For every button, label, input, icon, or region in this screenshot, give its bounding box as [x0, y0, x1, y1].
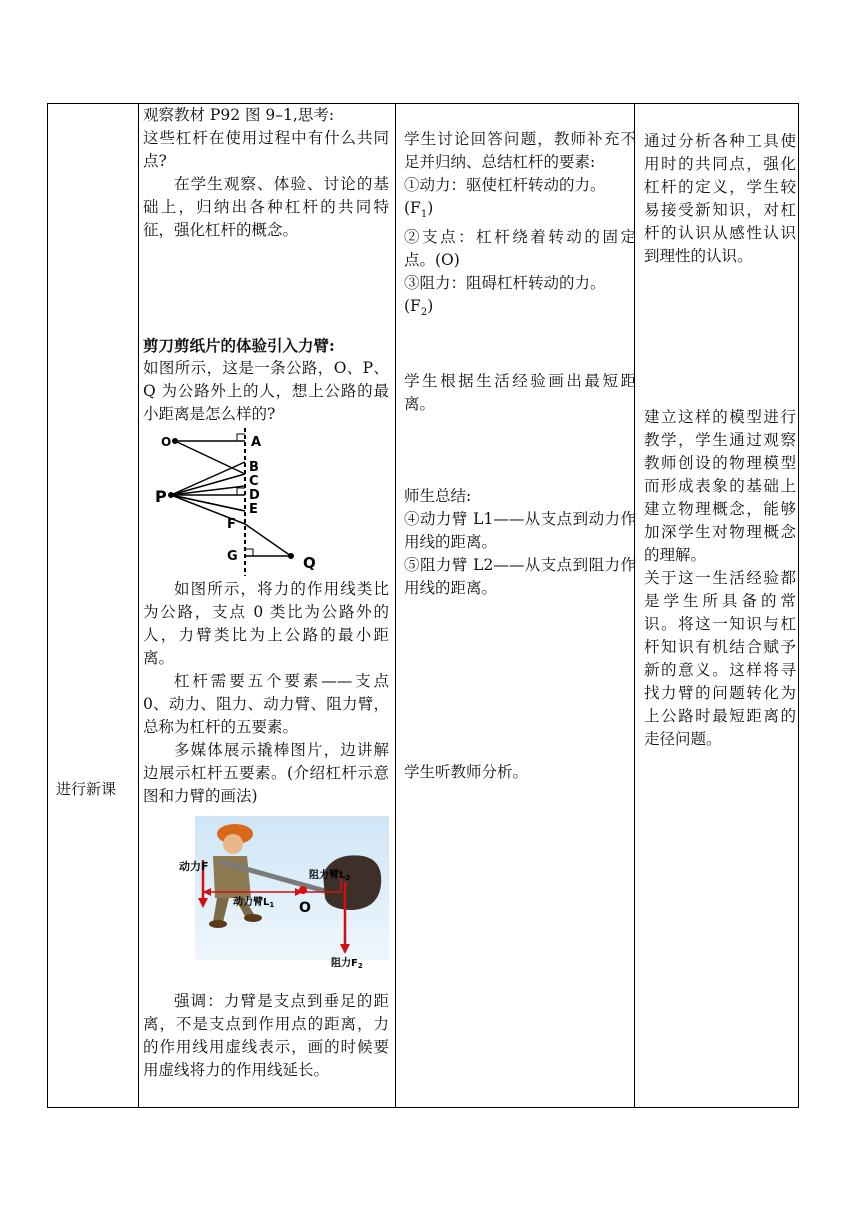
section-label-cell: [48, 104, 138, 1107]
lever-label-resistance: 阻力$F_2$: [331, 958, 363, 970]
student-activity-cell: [404, 128, 636, 784]
content-text: 在学生观察、体验、讨论的基础上，归纳出各种杠杆的共同特征，强化杠杆的概念。: [143, 175, 389, 239]
section-heading: 剪刀剪纸片的体验引入力臂:: [143, 336, 335, 355]
road-label-e: E: [249, 502, 258, 517]
content-text: 多媒体展示撬棒图片，边讲解边展示杠杆五要素。(介绍杠杆示意图和力臂的画法): [143, 741, 389, 805]
intent-text: 建立这样的模型进行教学，学生通过观察教师创设的物理模型而形成表象的基础上建立物理概念，能够加深学生对物理概念的理解。: [644, 408, 796, 564]
road-label-c: C: [249, 474, 259, 489]
content-text: 如图所示，这是一条公路，O、P、Q 为公路外上的人，想上公路的最小距离是怎么样的?: [143, 359, 389, 423]
lever-label-fulcrum: O: [299, 900, 311, 916]
activity-text: ②支点：杠杆绕着转动的固定点。(O): [404, 228, 636, 270]
activity-text: 学生讨论回答问题，教师补充不足并归纳、总结杠杆的要素:: [404, 130, 636, 171]
point-label-p: P: [155, 487, 167, 506]
activity-text: $(F_2)$: [404, 297, 434, 319]
design-intent-cell: [644, 130, 796, 751]
road-label-a: A: [251, 435, 262, 450]
content-text: 这些杠杆在使用过程中有什么共同点?: [143, 129, 389, 170]
lever-label-resistance-arm: 阻力臂$L_2$: [309, 870, 351, 882]
activity-text: 师生总结:: [404, 487, 472, 506]
point-label-o: O: [161, 435, 172, 449]
content-text: 观察教材 P92 图 9–1,思考:: [143, 106, 335, 124]
activity-text: ⑤阻力臂 L2——从支点到阻力作用线的距离。: [404, 556, 636, 598]
column-divider: [138, 104, 139, 1107]
road-distance-diagram: [143, 426, 389, 578]
activity-text: ③阻力：阻碍杠杆转动的力。: [404, 274, 606, 293]
section-label: 进行新课: [56, 780, 117, 798]
lesson-table: [47, 103, 799, 1108]
activity-text: ①动力：驱使杠杆转动的力。: [404, 176, 606, 194]
teaching-content-cell: [143, 104, 389, 1082]
lever-label-effort-arm: 动力臂$L_1$: [233, 897, 275, 909]
activity-text: ④动力臂 L1——从支点到动力作用线的距离。: [404, 510, 636, 552]
intent-text: 关于这一生活经验都是学生所具备的常识。将这一知识与杠杆知识有机结合赋予新的意义。这样将寻找力臂的问题转化为上公路时最短距离的走径问题。: [644, 569, 796, 748]
content-text: 强调：力臂是支点到垂足的距离，不是支点到作用点的距离，力的作用线用虚线表示，画的时候要用虚线将力的作用线延长。: [143, 992, 389, 1079]
road-label-f: F: [227, 517, 236, 532]
road-label-b: B: [249, 460, 259, 475]
road-label-d: D: [249, 488, 260, 503]
lever-label-effort: 动力F: [179, 860, 209, 873]
road-label-g: G: [227, 549, 238, 564]
column-divider: [395, 104, 396, 1107]
intent-text: 通过分析各种工具使用时的共同点，强化杠杆的定义，学生较易接受新知识，对杠杆的认识从感性认识到理性的认识。: [644, 132, 796, 265]
content-text: 如图所示，将力的作用线类比为公路，支点 0 类比为公路外的人，力臂类比为上公路的最小距离。: [143, 580, 389, 667]
lever-illustration: [143, 812, 389, 972]
content-text: 杠杆需要五个要素——支点 0、动力、阻力、动力臂、阻力臂，总称为杠杆的五要素。: [143, 672, 389, 736]
activity-text: 学生根据生活经验画出最短距离。: [404, 372, 636, 414]
activity-text: $(F_1)$: [404, 199, 434, 221]
point-label-q: Q: [303, 554, 316, 572]
activity-text: 学生听教师分析。: [404, 763, 529, 782]
